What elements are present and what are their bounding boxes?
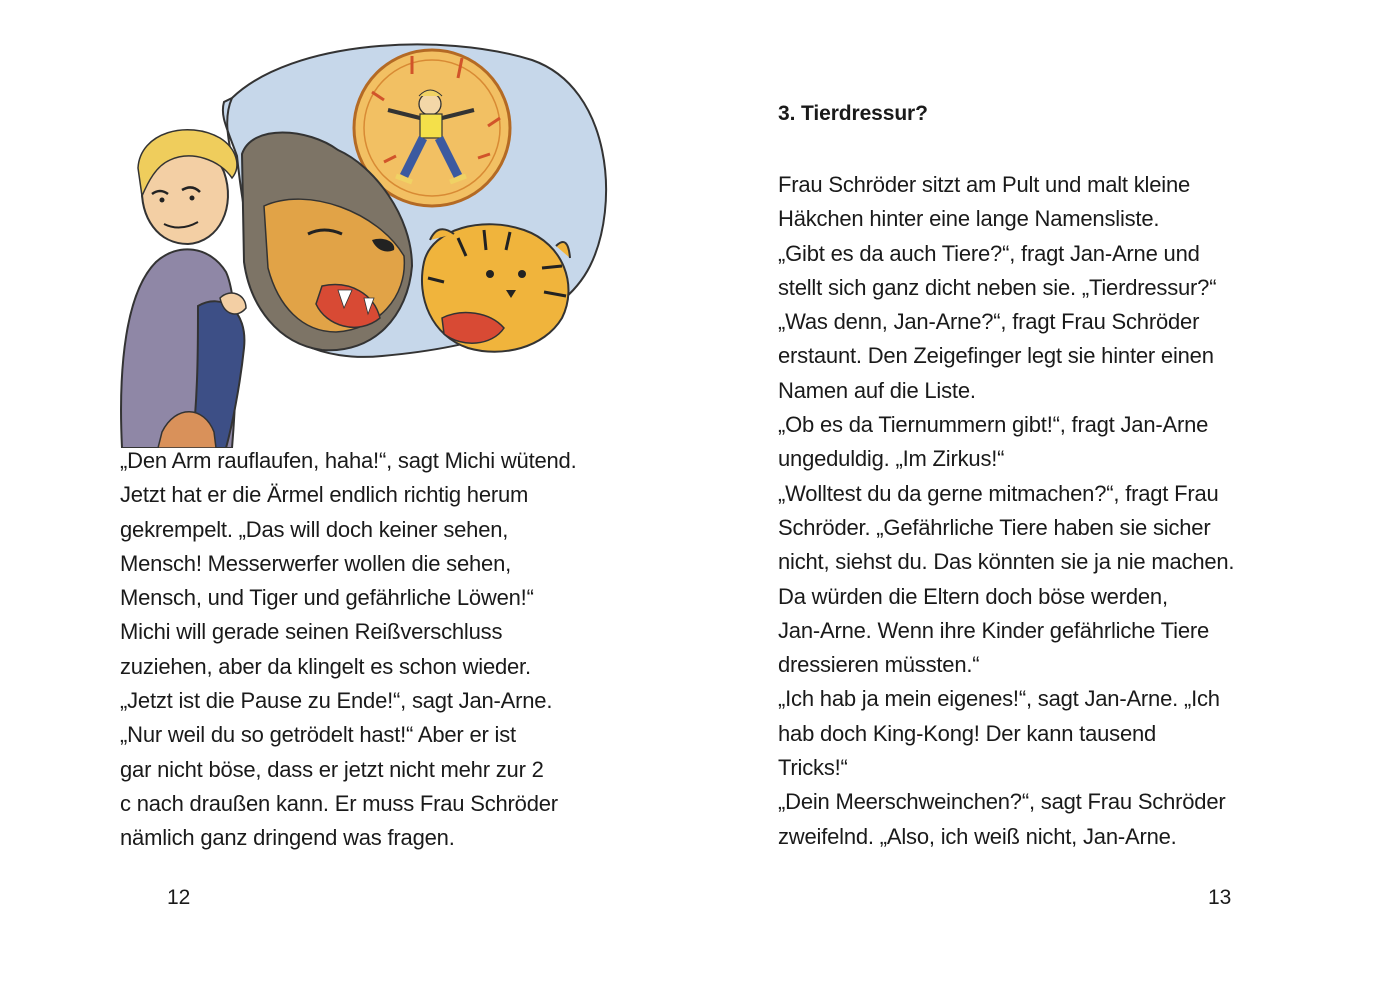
text-line: Jan-Arne. Wenn ihre Kinder gefährliche Tiere (778, 617, 1210, 643)
chapter-title: 3. Tierdressur? (778, 102, 928, 125)
right-page-text (778, 168, 1234, 854)
right-page (700, 0, 1399, 1000)
text-line: hab doch King-Kong! Der kann tausend (778, 720, 1157, 746)
text-line: zuziehen, aber da klingelt es schon wieder. (120, 653, 531, 679)
left-page (0, 0, 699, 1000)
text-line: ungeduldig. „Im Zirkus!“ (778, 446, 1005, 472)
text-line: Schröder. „Gefährliche Tiere haben sie sicher (778, 514, 1211, 540)
text-line: erstaunt. Den Zeigefinger legt sie hinter einen (778, 343, 1214, 369)
page-number-right: 13 (1208, 886, 1232, 909)
text-line: Namen auf die Liste. (778, 377, 976, 403)
text-line: „Wolltest du da gerne mitmachen?“, fragt Frau (778, 480, 1219, 506)
text-line: Tricks!“ (778, 755, 848, 781)
text-line: „Gibt es da auch Tiere?“, fragt Jan-Arne und (778, 240, 1200, 266)
text-line: Mensch! Messerwerfer wollen die sehen, (120, 550, 512, 576)
text-line: gar nicht böse, dass er jetzt nicht mehr zur 2 (120, 756, 544, 782)
tiger-head (422, 224, 570, 351)
text-line: „Jetzt ist die Pause zu Ende!“, sagt Jan-Arne. (120, 688, 553, 714)
text-line: Frau Schröder sitzt am Pult und malt kleine (778, 172, 1191, 197)
text-line: Häkchen hinter eine lange Namensliste. (778, 206, 1160, 232)
left-page-text (120, 444, 577, 856)
text-line: „Ob es da Tiernummern gibt!“, fragt Jan-Arne (778, 412, 1209, 438)
text-line: „Nur weil du so getrödelt hast!“ Aber er ist (120, 722, 516, 748)
text-line: Michi will gerade seinen Reißverschluss (120, 619, 503, 645)
text-line: Da würden die Eltern doch böse werden, (778, 583, 1168, 609)
text-line: stellt sich ganz dicht neben sie. „Tierdressur?“ (778, 274, 1217, 300)
text-line: „Den Arm rauflaufen, haha!“, sagt Michi wütend. (120, 448, 577, 473)
page-number-left: 12 (167, 886, 191, 909)
text-line: gekrempelt. „Das will doch keiner sehen, (120, 516, 509, 542)
text-line: zweifelnd. „Also, ich weiß nicht, Jan-Arne. (778, 823, 1177, 849)
text-line: nämlich ganz dringend was fragen. (120, 825, 455, 851)
text-line: nicht, siehst du. Das könnten sie ja nie machen. (778, 549, 1235, 575)
text-line: „Was denn, Jan-Arne?“, fragt Frau Schröder (778, 309, 1200, 335)
boy-michi (121, 130, 246, 448)
text-line: Mensch, und Tiger und gefährliche Löwen!“ (120, 585, 534, 611)
text-line: „Dein Meerschweinchen?“, sagt Frau Schröder (778, 789, 1226, 815)
text-line: Jetzt hat er die Ärmel endlich richtig herum (120, 482, 529, 508)
boy-dreaming-illustration (112, 36, 632, 448)
text-line: dressieren müssten.“ (778, 652, 980, 678)
text-line: „Ich hab ja mein eigenes!“, sagt Jan-Arne. „Ich (778, 686, 1220, 712)
text-line: c nach draußen kann. Er muss Frau Schröder (120, 790, 558, 816)
